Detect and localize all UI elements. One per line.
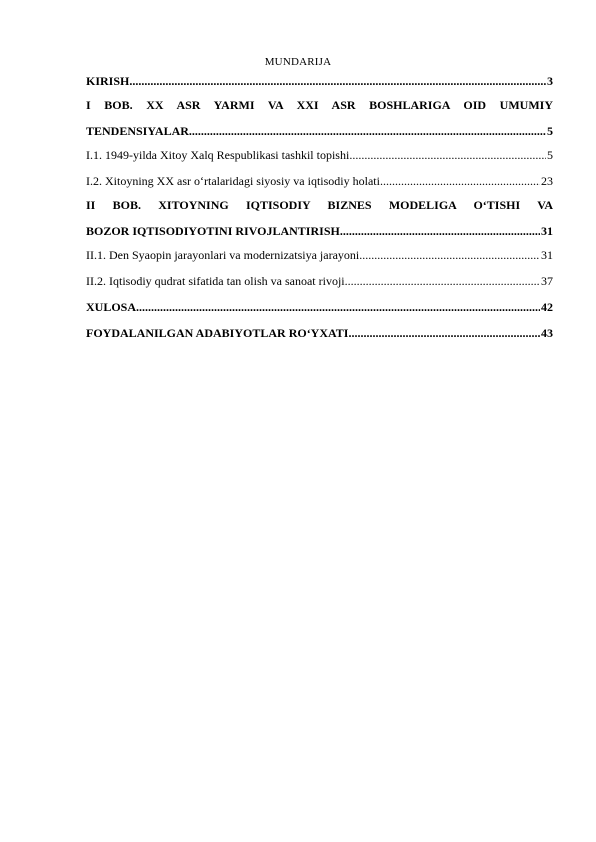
toc-entry-xulosa[interactable]	[86, 299, 553, 315]
dot-leader	[348, 325, 540, 341]
toc-page-number: 43	[541, 326, 553, 340]
dot-leader	[189, 123, 546, 139]
dot-leader	[129, 73, 546, 89]
toc-entry-section-1-2[interactable]	[86, 173, 553, 189]
toc-page-number: 23	[541, 174, 553, 188]
toc-title: MUNDARIJA	[264, 56, 332, 68]
toc-entry-section-2-1[interactable]	[86, 247, 553, 263]
toc-page-number: 37	[541, 274, 553, 288]
toc-page-number: 31	[541, 248, 553, 262]
dot-leader	[340, 223, 540, 239]
toc-entry-text: II.2. Iqtisodiy qudrat sifatida tan olish va sanoat rivoji	[86, 274, 345, 288]
toc-entry-chapter-2[interactable]	[86, 197, 553, 239]
toc-page-number: 42	[541, 300, 553, 314]
toc-entry-section-2-2[interactable]	[86, 273, 553, 289]
toc-page-number: 5	[547, 148, 553, 162]
table-of-contents	[86, 73, 553, 341]
toc-entry-text-line1: I BOB. XX ASR YARMI VA XXI ASR BOSHLARIGA OID UMUMIY	[86, 98, 553, 112]
toc-entry-text-line2: TENDENSIYALAR	[86, 124, 189, 138]
toc-page-number: 3	[547, 74, 553, 88]
dot-leader	[380, 173, 540, 189]
dot-leader	[136, 299, 540, 315]
toc-entry-text: XULOSA	[86, 300, 137, 314]
dot-leader	[345, 273, 540, 289]
toc-entry-text-line1: II BOB. XITOYNING IQTISODIY BIZNES MODELIGA O‘TISHI VA	[86, 198, 553, 212]
toc-entry-references[interactable]	[86, 325, 553, 341]
toc-entry-text: FOYDALANILGAN ADABIYOTLAR RO‘YXATI	[86, 326, 349, 340]
dot-leader	[349, 147, 546, 163]
toc-entry-section-1-1[interactable]	[86, 147, 553, 163]
toc-entry-text: I.2. Xitoyning XX asr o‘rtalaridagi siyosiy va iqtisodiy holati	[86, 174, 380, 188]
dot-leader	[359, 247, 540, 263]
toc-page-number: 31	[541, 224, 553, 238]
toc-entry-text: II.1. Den Syaopin jarayonlari va modernizatsiya jarayoni	[86, 248, 360, 262]
toc-entry-chapter-1[interactable]	[86, 97, 553, 139]
toc-entry-text: I.1. 1949-yilda Xitoy Xalq Respublikasi tashkil topishi	[86, 148, 350, 162]
toc-page-number: 5	[547, 124, 553, 138]
toc-entry-kirish[interactable]	[86, 73, 553, 89]
toc-entry-text-line2: BOZOR IQTISODIYOTINI RIVOJLANTIRISH	[86, 224, 340, 238]
toc-entry-text: KIRISH	[86, 74, 130, 88]
